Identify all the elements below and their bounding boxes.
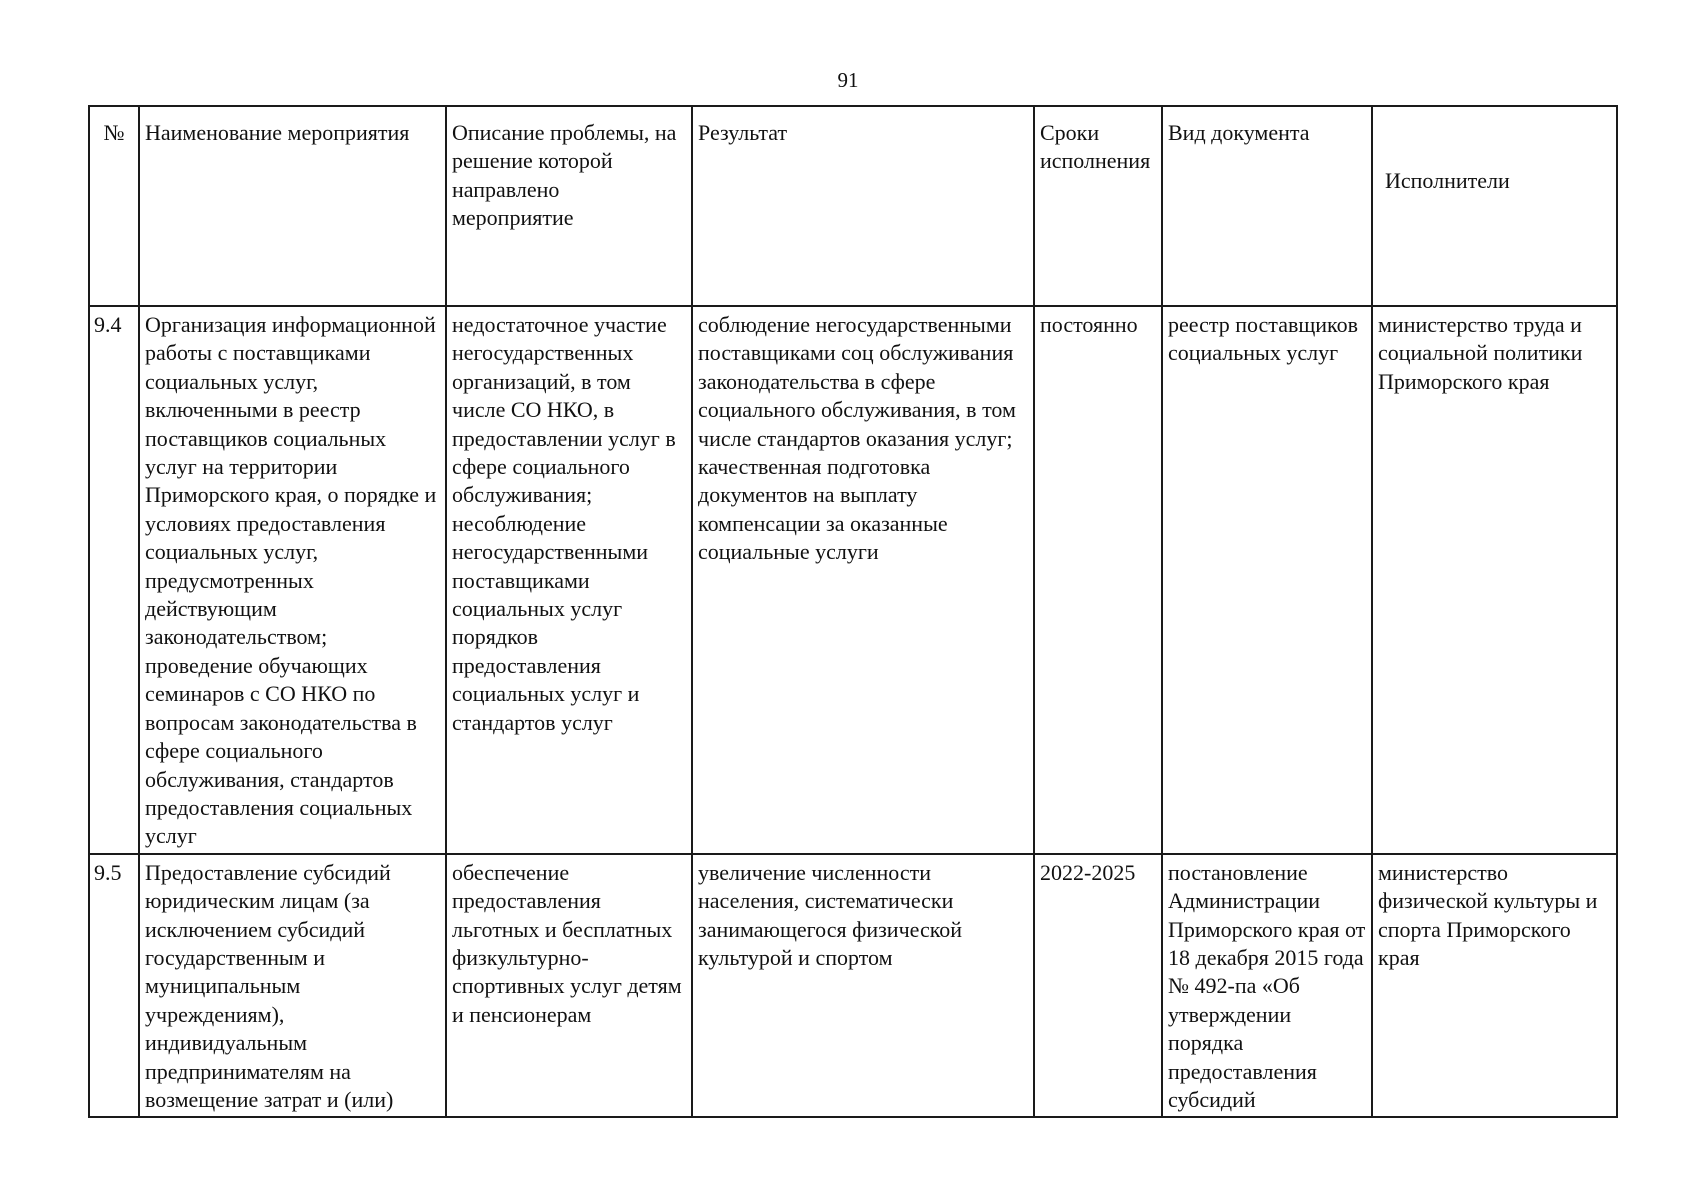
header-problem: Описание проблемы, на решение которой направлено мероприятие [446,106,692,306]
header-executors: Исполнители [1372,106,1617,306]
row-no: 9.5 [89,854,139,1118]
row-term: 2022-2025 [1034,854,1162,1118]
table-row [89,306,1617,854]
header-name: Наименование мероприятия [139,106,446,306]
row-name: Организация информационной работы с поставщиками социальных услуг, включенными в реестр поставщиков социальных услуг на территории Приморского края, о порядке и условиях предоставления социальных услуг, предусмотренных действующим законодательством; проведение обучающих семинаров с СО НКО по вопросам законодательства в сфере социального обслуживания, стандартов предоставления социальных услуг [139,306,446,854]
header-no: № [89,106,139,306]
row-executors: министерство труда и социальной политики Приморского края [1372,306,1617,854]
row-doc-type: постановление Администрации Приморского края от 18 декабря 2015 года № 492-па «Об утверждении порядка предоставления субсидий [1162,854,1372,1118]
header-result: Результат [692,106,1034,306]
row-result: увеличение численности населения, систематически занимающегося физической культурой и спортом [692,854,1034,1118]
row-name: Предоставление субсидий юридическим лицам (за исключением субсидий государственным и муниципальным учреждениям), индивидуальным предпринимателям на возмещение затрат и (или) [139,854,446,1118]
header-term: Сроки исполнения [1034,106,1162,306]
row-no: 9.4 [89,306,139,854]
page-number: 91 [837,68,859,92]
measures-table [88,105,1618,1118]
row-result: соблюдение негосударственными поставщиками соц обслуживания законодательства в сфере социального обслуживания, в том числе стандартов оказания услуг; качественная подготовка документов на выплату компенсации за оказанные социальные услуги [692,306,1034,854]
table-header-row [89,106,1617,306]
row-executors: министерство физической культуры и спорта Приморского края [1372,854,1617,1118]
row-doc-type: реестр поставщиков социальных услуг [1162,306,1372,854]
table-row [89,854,1617,1118]
row-problem: недостаточное участие негосударственных организаций, в том числе СО НКО, в предоставлении услуг в сфере социального обслуживания; несоблюдение негосударственными поставщиками социальных услуг порядков предоставления социальных услуг и стандартов услуг [446,306,692,854]
header-doc-type: Вид документа [1162,106,1372,306]
row-problem: обеспечение предоставления льготных и бесплатных физкультурно-спортивных услуг детям и пенсионерам [446,854,692,1118]
row-term: постоянно [1034,306,1162,854]
